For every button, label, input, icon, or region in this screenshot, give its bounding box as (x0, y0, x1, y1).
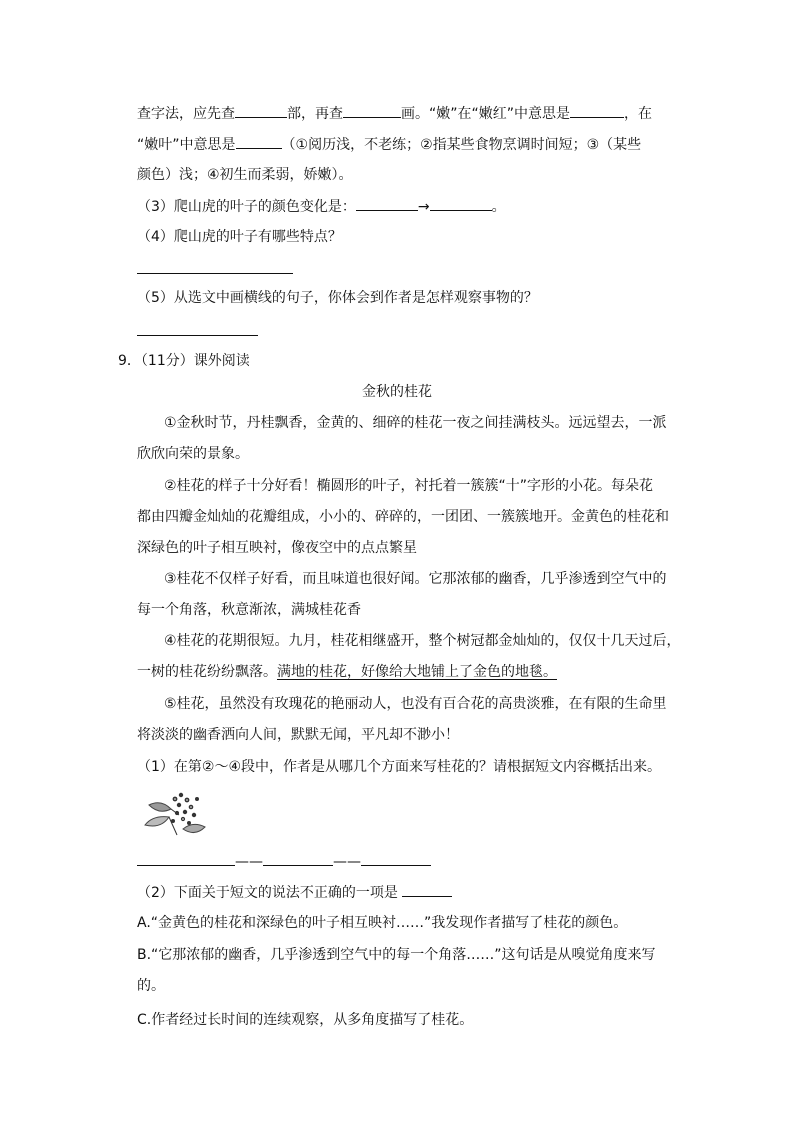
question-9-header: 9．（11分）课外阅读 (118, 353, 250, 369)
blank-aspect-1[interactable] (137, 851, 235, 866)
vocab-line-2: “嫩叶”中意思是 （①阅历浅，不老练；②指某些食物烹调时间短；③（某些 (137, 134, 641, 155)
passage-title: 金秋的桂花 (362, 384, 432, 400)
answer-line-4[interactable] (137, 273, 293, 274)
answer-line-5[interactable] (137, 335, 258, 336)
vocab-line-1: 查字法，应先查 部，再查 画。“嫩”在“嫩红”中意思是 ，在 (137, 103, 652, 124)
vocab-line-3: 颜色）浅；④初生而柔弱，娇嫩）。 (137, 167, 353, 183)
paragraph-4-line-1: ④桂花的花期很短。九月，桂花相继盛开，整个树冠都金灿灿的，仅仅十几天过后， (164, 633, 681, 649)
question-4: （4）爬山虎的叶子有哪些特点？ (137, 229, 342, 245)
blank-color-1[interactable] (356, 196, 418, 211)
underlined-sentence: 满地的桂花，好像给大地铺上了金色的地毯。 (277, 664, 557, 680)
blank-radical[interactable] (235, 103, 287, 118)
blank-meaning-2[interactable] (236, 134, 282, 149)
paragraph-3-line-1: ③桂花不仅样子好看，而且味道也很好闻。它那浓郁的幽香，几乎渗透到空气中的 (164, 571, 667, 587)
option-b-line-2: 的。 (137, 978, 165, 994)
blank-choice[interactable] (402, 882, 452, 897)
paragraph-3-line-2: 每一个角落，秋意渐浓，满城桂花香 (137, 602, 361, 618)
paragraph-5-line-2: 将淡淡的幽香洒向人间，默默无闻，平凡却不渺小！ (137, 727, 459, 743)
osmanthus-flower-image (139, 785, 211, 841)
paragraph-2-line-3: 深绿色的叶子相互映衬，像夜空中的点点繁星 (137, 540, 417, 556)
paragraph-2-line-2: 都由四瓣金灿灿的花瓣组成，小小的、碎碎的，一团团、一簇簇地开。金黄色的桂花和 (137, 509, 669, 525)
blank-color-2[interactable] (430, 196, 492, 211)
paragraph-4-line-2: 一树的桂花纷纷飘落。满地的桂花，好像给大地铺上了金色的地毯。 (137, 664, 557, 680)
blank-aspect-2[interactable] (263, 851, 333, 866)
paragraph-5-line-1: ⑤桂花，虽然没有玫瑰花的艳丽动人，也没有百合花的高贵淡雅，在有限的生命里 (164, 696, 667, 712)
sub-question-2: （2）下面关于短文的说法不正确的一项是 (137, 882, 452, 903)
blank-meaning-1[interactable] (570, 103, 624, 118)
question-5: （5）从选文中画横线的句子，你体会到作者是怎样观察事物的？ (137, 290, 538, 306)
option-b-line-1: B.“它那浓郁的幽香，几乎渗透到空气中的每一个角落……”这句话是从嗅觉角度来写 (137, 947, 656, 963)
option-c: C.作者经过长时间的连续观察，从多角度描写了桂花。 (137, 1012, 474, 1028)
answer-blanks-1: —— —— (137, 851, 431, 872)
paragraph-2-line-1: ②桂花的样子十分好看！椭圆形的叶子，衬托着一簇簇“十”字形的小花。每朵花 (164, 478, 654, 494)
paragraph-1-line-2: 欣欣向荣的景象。 (137, 446, 249, 462)
question-3: （3）爬山虎的叶子的颜色变化是： → 。 (137, 196, 506, 217)
blank-aspect-3[interactable] (361, 851, 431, 866)
sub-question-1: （1）在第②～④段中，作者是从哪几个方面来写桂花的？请根据短文内容概括出来。 (137, 759, 662, 775)
blank-strokes[interactable] (343, 103, 401, 118)
option-a: A.“金黄色的桂花和深绿色的叶子相互映衬……”我发现作者描写了桂花的颜色。 (137, 915, 628, 931)
paragraph-1-line-1: ①金秋时节，丹桂飘香，金黄的、细碎的桂花一夜之间挂满枝头。远远望去，一派 (164, 415, 667, 431)
